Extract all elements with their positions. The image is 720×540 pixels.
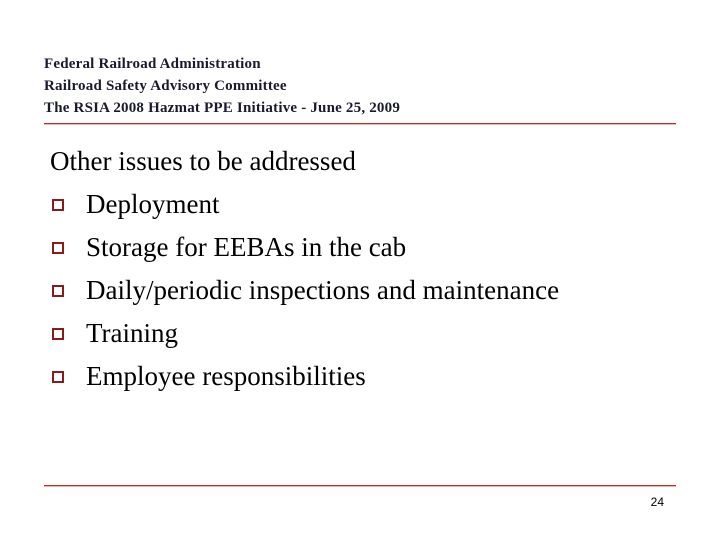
bullet-item-inspections bbox=[50, 269, 690, 312]
footer-divider-shadow bbox=[44, 486, 676, 487]
bullet-text: Deployment bbox=[86, 189, 220, 219]
bullet-text: Daily/periodic inspections and maintenance bbox=[86, 275, 560, 305]
header-committee: Railroad Safety Advisory Committee bbox=[44, 78, 287, 94]
slide-number: 24 bbox=[650, 495, 664, 509]
bullet-text: Training bbox=[86, 318, 179, 348]
bullet-item-deployment bbox=[50, 183, 690, 226]
hollow-square-bullet-icon bbox=[52, 199, 64, 211]
bullet-item-training bbox=[50, 312, 690, 355]
slide-body bbox=[50, 140, 690, 398]
header-initiative: The RSIA 2008 Hazmat PPE Initiative - June 25, 2009 bbox=[44, 100, 401, 116]
bullet-item-storage bbox=[50, 226, 690, 269]
bullet-text: Storage for EEBAs in the cab bbox=[86, 232, 407, 262]
slide-header bbox=[44, 53, 644, 119]
bullet-text: Employee responsibilities bbox=[86, 361, 366, 391]
hollow-square-bullet-icon bbox=[52, 328, 64, 340]
hollow-square-bullet-icon bbox=[52, 371, 64, 383]
bullet-item-responsibilities bbox=[50, 355, 690, 398]
header-divider-shadow bbox=[44, 124, 676, 125]
hollow-square-bullet-icon bbox=[52, 285, 64, 297]
hollow-square-bullet-icon bbox=[52, 242, 64, 254]
body-heading: Other issues to be addressed bbox=[50, 146, 356, 176]
header-organization: Federal Railroad Administration bbox=[44, 56, 261, 72]
bullet-list bbox=[50, 183, 690, 398]
